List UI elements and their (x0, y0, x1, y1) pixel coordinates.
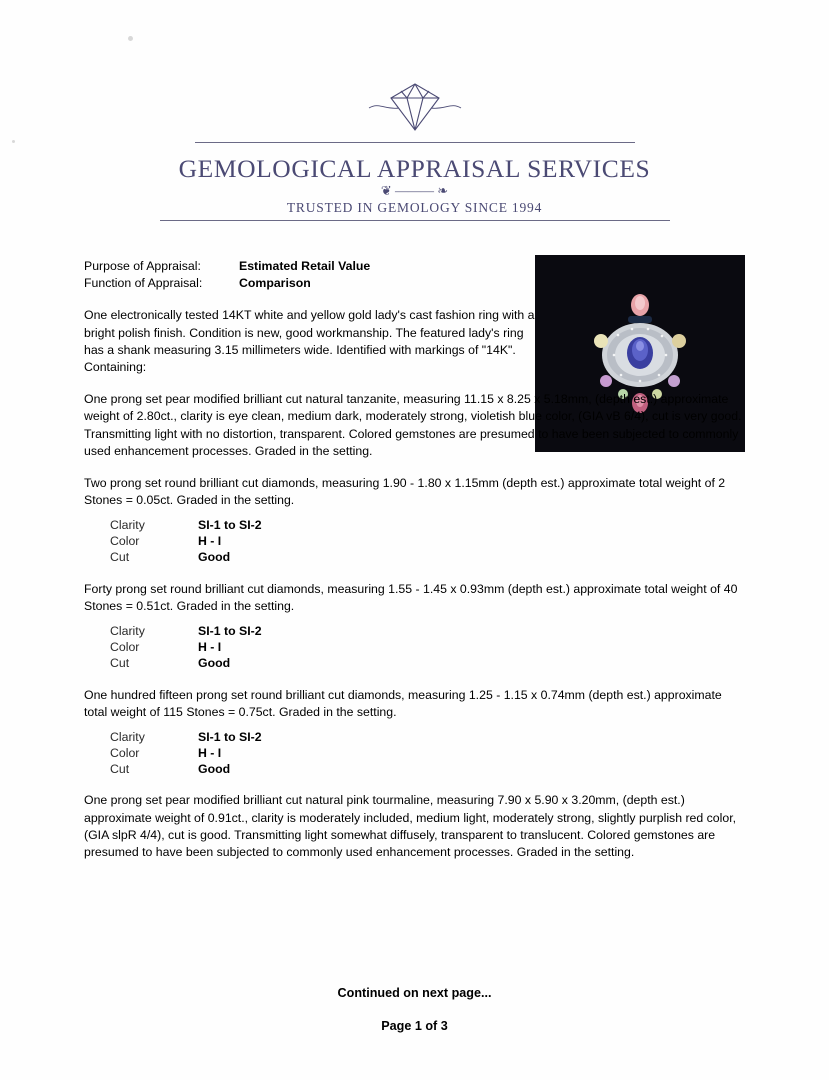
grade-row-color (110, 534, 440, 550)
paragraph-diamonds-two: Two prong set round brilliant cut diamonds, measuring 1.90 - 1.80 x 1.15mm (depth est.) approximate total weight of 2 Stones = 0.05ct. Graded in the setting. (84, 476, 726, 508)
grade-table-b (110, 624, 440, 671)
grade-value-color: H - I (198, 745, 222, 760)
paragraph-diamonds-forty: Forty prong set round brilliant cut diamonds, measuring 1.55 - 1.45 x 0.93mm (depth est.) approximate total weight of 40 Stones = 0.51ct. Graded in the setting. (84, 581, 738, 614)
paragraph-diamonds-115: One hundred fifteen prong set round brilliant cut diamonds, measuring 1.25 - 1.15 x 0.74mm (depth est.) approximate total weight of 115 Stones = 0.75ct. Graded in the setting. (84, 687, 722, 719)
letterhead-rule-top (195, 142, 635, 143)
grade-value-color: H - I (198, 534, 222, 549)
grade-label-clarity: Clarity (110, 518, 145, 533)
grade-value-color: H - I (198, 640, 222, 655)
grade-row-clarity (110, 518, 440, 534)
grade-value-cut: Good (198, 655, 231, 670)
purpose-label: Purpose of Appraisal: (84, 259, 201, 273)
grade-label-cut: Cut (110, 550, 130, 565)
grade-label-cut: Cut (110, 655, 130, 670)
purpose-value: Estimated Retail Value (239, 259, 371, 273)
paragraph-tourmaline: One prong set pear modified brilliant cut natural pink tourmaline, measuring 7.90 x 5.90 x 3.20mm, (depth est.) approximate weight of 0.91ct., clarity is moderately included, medium light, moderately strong, slightly purplish red color, (GIA slpR 4/4), cut is good. Transmitting light somewhat diffusely, transparent to translucent. Colored gemstones are presumed to have been subjected to commonly used enhancement processes. Graded in the setting. (84, 793, 737, 860)
appraisal-meta (84, 258, 524, 292)
function-value: Comparison (239, 276, 311, 291)
paragraph-tanzanite: One prong set pear modified brilliant cut natural tanzanite, measuring 11.15 x 8.25 x 5.18mm, (depth est.) approximate weight of 2.80ct., clarity is eye clean, medium dark, moderately strong, violetish blue color, (GIA vB 6/4), cut is very good. Transmitting light with no distortion, transparent. Colored gemstones are presumed to have been subjected to commonly used enhancement processes. Graded in the setting. (84, 392, 742, 458)
grade-row-color (110, 746, 440, 762)
brand-tagline: TRUSTED IN GEMOLOGY SINCE 1994 (286, 200, 543, 215)
grade-row-clarity (110, 730, 440, 746)
grade-label-cut: Cut (110, 761, 130, 776)
grade-value-clarity: SI-1 to SI-2 (198, 730, 262, 745)
paragraph-intro: One electronically tested 14KT white and yellow gold lady's cast fashion ring with a bright polish finish. Condition is new, good workmanship. The featured lady's ring has a shank measuring 3.15 millimeters wide. Identified with markings of "14K". Containing: (84, 308, 535, 375)
scan-speck (128, 36, 133, 41)
grade-label-color: Color (110, 745, 140, 760)
grade-label-color: Color (110, 534, 140, 549)
grade-row-clarity (110, 624, 440, 640)
grade-label-color: Color (110, 640, 140, 655)
diamond-icon (0, 78, 829, 140)
grade-table-a (110, 518, 440, 565)
continued-note: Continued on next page... (337, 986, 492, 1000)
letterhead (0, 78, 829, 221)
grade-table-c (110, 730, 440, 777)
grade-value-cut: Good (198, 761, 231, 776)
grade-row-cut (110, 656, 440, 672)
grade-value-clarity: SI-1 to SI-2 (198, 624, 262, 639)
appraisal-body (84, 258, 746, 861)
grade-label-clarity: Clarity (110, 624, 145, 639)
function-label: Function of Appraisal: (84, 276, 203, 291)
grade-row-cut (110, 550, 440, 566)
purpose-row (84, 258, 524, 275)
page-number: Page 1 of 3 (381, 1019, 448, 1033)
brand-title: GEMOLOGICAL APPRAISAL SERVICES (178, 154, 651, 183)
grade-value-clarity: SI-1 to SI-2 (198, 518, 262, 533)
grade-value-cut: Good (198, 550, 231, 565)
grade-label-clarity: Clarity (110, 730, 145, 745)
grade-row-color (110, 640, 440, 656)
grade-row-cut (110, 762, 440, 778)
flourish-ornament: ❦ ——— ❧ (380, 183, 449, 198)
letterhead-rule-bottom (160, 220, 670, 221)
function-row (84, 275, 524, 292)
